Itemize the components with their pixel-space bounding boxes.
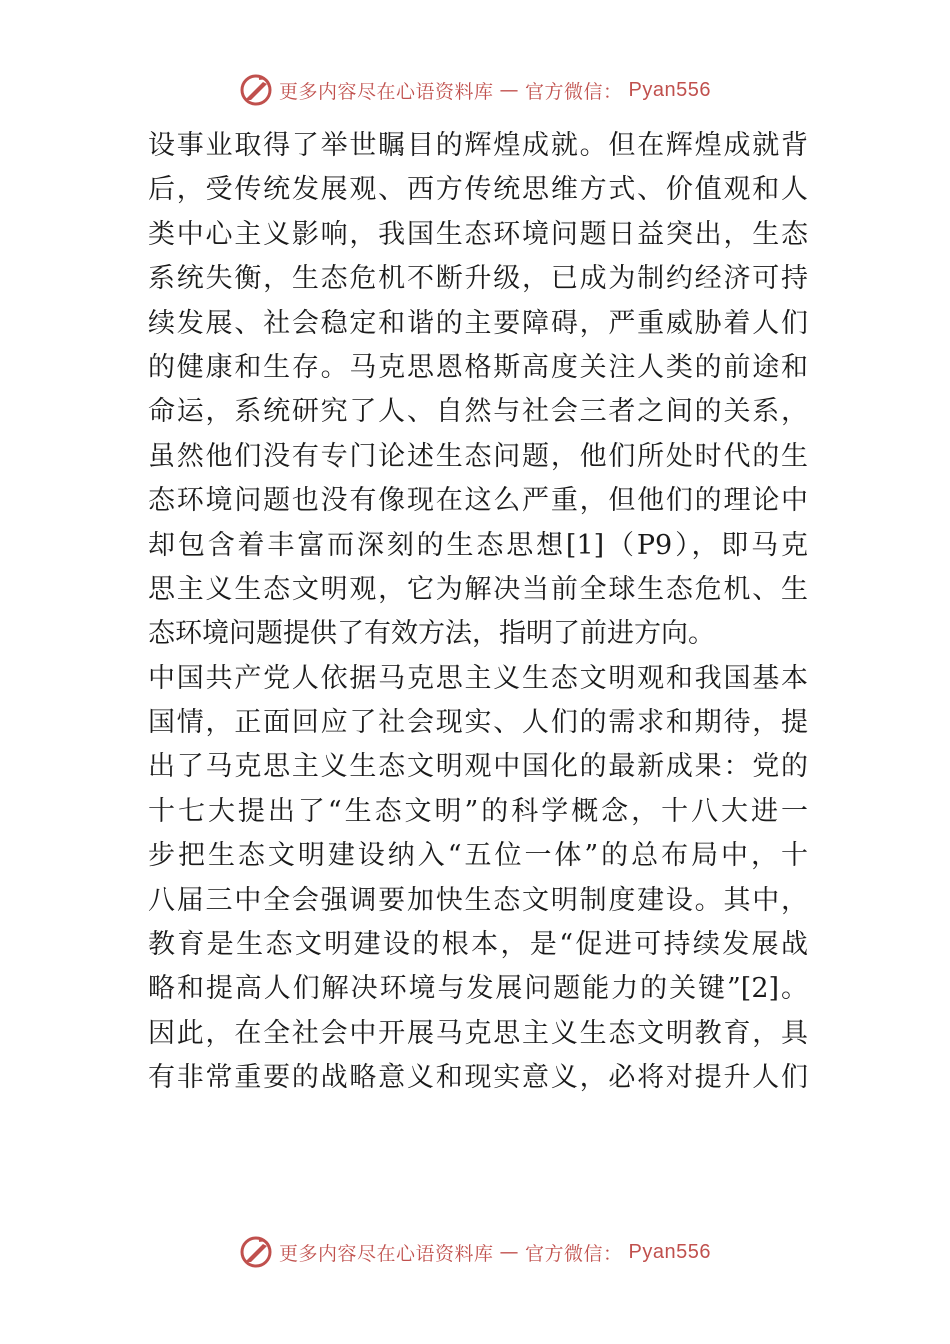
text-line: 的健康和生存。马克思恩格斯高度关注人类的前途和 xyxy=(148,351,808,383)
watermark-brand: 更多内容尽在心语资料库 xyxy=(279,1242,494,1265)
watermark-separator: — xyxy=(499,79,520,101)
text-line: 有非常重要的战略意义和现实意义，必将对提升人们 xyxy=(148,1062,808,1094)
text-line: 十七大提出了“生态文明”的科学概念，十八大进一 xyxy=(148,795,808,827)
text-line: 虽然他们没有专门论述生态问题，他们所处时代的生 xyxy=(148,440,808,472)
watermark-label: 官方微信： xyxy=(525,80,623,103)
text-line: 国情，正面回应了社会现实、人们的需求和期待，提 xyxy=(148,707,808,739)
document-body xyxy=(148,124,808,1101)
text-line: 类中心主义影响，我国生态环境问题日益突出，生态 xyxy=(148,218,808,250)
text-line: 命运，系统研究了人、自然与社会三者之间的关系， xyxy=(148,396,808,428)
text-line: 态环境问题也没有像现在这么严重，但他们的理论中 xyxy=(148,485,808,517)
text-line: 态环境问题提供了有效方法，指明了前进方向。 xyxy=(148,618,715,650)
text-line: 因此，在全社会中开展马克思主义生态文明教育，具 xyxy=(148,1017,808,1049)
text-line: 续发展、社会稳定和谐的主要障碍，严重威胁着人们 xyxy=(148,307,808,339)
watermark-brand: 更多内容尽在心语资料库 xyxy=(279,80,494,103)
watermark-label: 官方微信： xyxy=(525,1242,623,1265)
text-line: 系统失衡，生态危机不断升级，已成为制约经济可持 xyxy=(148,263,808,295)
text-line: 思主义生态文明观，它为解决当前全球生态危机、生 xyxy=(148,573,808,605)
text-line: 步把生态文明建设纳入“五位一体”的总布局中，十 xyxy=(148,840,808,872)
text-line: 设事业取得了举世瞩目的辉煌成就。但在辉煌成就背 xyxy=(148,130,808,161)
text-line: 教育是生态文明建设的根本，是“促进可持续发展战 xyxy=(148,929,808,961)
text-line: 八届三中全会强调要加快生态文明制度建设。其中， xyxy=(148,884,808,916)
text-line: 中国共产党人依据马克思主义生态文明观和我国基本 xyxy=(148,662,808,694)
pen-circle-logo-icon xyxy=(239,1235,273,1269)
text-line: 出了马克思主义生态文明观中国化的最新成果：党的 xyxy=(148,751,808,783)
header-watermark xyxy=(0,72,950,108)
watermark-separator: — xyxy=(499,1241,520,1263)
footer-watermark xyxy=(0,1234,950,1270)
pen-circle-logo-icon xyxy=(239,73,273,107)
watermark-wechat-id: Pyan556 xyxy=(628,1240,711,1263)
watermark-wechat-id: Pyan556 xyxy=(628,78,711,101)
text-line: 略和提高人们解决环境与发展问题能力的关键”[2]。 xyxy=(148,973,808,1005)
text-line: 后，受传统发展观、西方传统思维方式、价值观和人 xyxy=(148,174,808,206)
text-line: 却包含着丰富而深刻的生态思想[1]（P9），即马克 xyxy=(148,529,808,561)
